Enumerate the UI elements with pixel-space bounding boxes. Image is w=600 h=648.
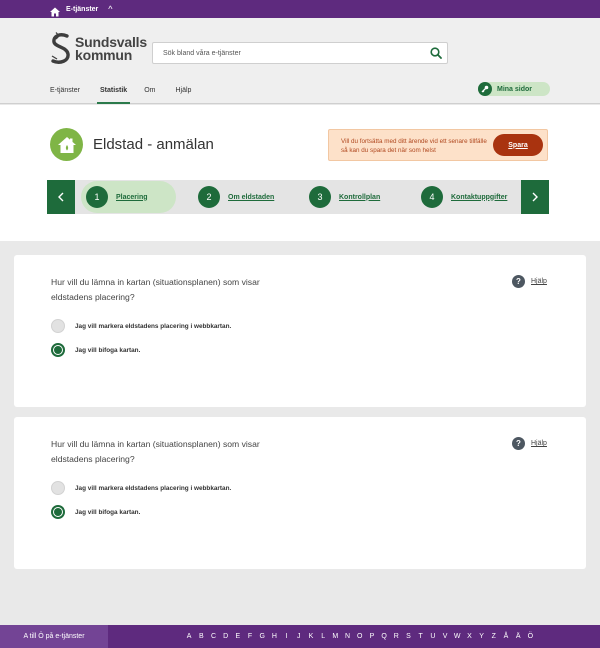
az-letter-å[interactable]: Å xyxy=(503,633,509,640)
footer-az-bar xyxy=(0,625,600,648)
etjanster-link[interactable]: E-tjänster xyxy=(66,5,99,13)
step-number: 3 xyxy=(309,186,331,208)
az-letter-o[interactable]: O xyxy=(356,633,363,640)
radio-button-checked[interactable] xyxy=(51,343,65,357)
nav-etjanster[interactable]: E-tjänster xyxy=(50,87,80,94)
chevron-up-icon[interactable]: ^ xyxy=(108,3,113,14)
previous-step-button[interactable] xyxy=(47,180,75,214)
search-box[interactable] xyxy=(152,42,448,64)
my-pages-label: Mina sidor xyxy=(497,85,533,93)
search-input[interactable]: Sök bland våra e-tjänster xyxy=(163,49,241,57)
az-letter-r[interactable]: R xyxy=(393,633,399,640)
step-label[interactable]: Kontrollplan xyxy=(339,193,381,201)
az-letter-c[interactable]: C xyxy=(210,633,216,640)
az-letter-j[interactable]: J xyxy=(297,633,301,640)
house-fire-icon xyxy=(50,128,83,161)
page-title: Eldstad - anmälan xyxy=(93,136,214,153)
top-bar xyxy=(0,0,600,18)
az-letter-q[interactable]: Q xyxy=(381,633,387,640)
az-letter-s[interactable]: S xyxy=(406,633,411,640)
question-mark-icon: ? xyxy=(512,275,525,288)
radio-label[interactable]: Jag vill bifoga kartan. xyxy=(75,508,141,516)
az-letter-e[interactable]: E xyxy=(235,633,241,640)
radio-label[interactable]: Jag vill bifoga kartan. xyxy=(75,346,141,354)
radio-label[interactable]: Jag vill markera eldstadens placering i webbkartan. xyxy=(75,322,232,330)
sundsvall-logo[interactable] xyxy=(50,32,147,66)
az-letter-g[interactable]: G xyxy=(259,633,265,640)
sundsvall-logo-icon xyxy=(50,32,72,66)
logo-line-1: Sundsvalls xyxy=(75,34,147,50)
step-om-eldstaden[interactable] xyxy=(198,186,274,208)
step-kontaktuppgifter[interactable] xyxy=(421,186,507,208)
az-letter-n[interactable]: N xyxy=(345,633,351,640)
az-letter-h[interactable]: H xyxy=(271,633,277,640)
question-card xyxy=(14,417,586,569)
my-pages-button[interactable] xyxy=(478,82,550,96)
az-letter-a[interactable]: A xyxy=(186,633,192,640)
az-letter-w[interactable]: W xyxy=(453,633,461,640)
az-letter-k[interactable]: K xyxy=(308,633,314,640)
chevron-left-icon xyxy=(58,192,64,202)
az-letter-d[interactable]: D xyxy=(223,633,229,640)
help-link[interactable] xyxy=(512,437,547,450)
question-text: Hur vill du lämna in kartan (situationsplanen) som visar eldstadens placering? xyxy=(51,277,260,302)
az-letter-i[interactable]: I xyxy=(285,633,288,640)
az-letter-f[interactable]: F xyxy=(247,633,253,640)
next-step-button[interactable] xyxy=(521,180,549,214)
radio-option-webbkarta[interactable] xyxy=(51,481,231,495)
az-letter-v[interactable]: V xyxy=(442,633,448,640)
main-nav xyxy=(50,86,211,104)
az-letter-z[interactable]: Z xyxy=(491,633,496,640)
question-text: Hur vill du lämna in kartan (situationsplanen) som visar eldstadens placering? xyxy=(51,439,260,464)
step-number: 4 xyxy=(421,186,443,208)
az-letter-p[interactable]: P xyxy=(369,633,375,640)
nav-hjalp[interactable]: Hjälp xyxy=(175,87,192,94)
home-icon[interactable] xyxy=(50,4,60,14)
az-letter-ö[interactable]: Ö xyxy=(527,633,534,640)
step-label[interactable]: Kontaktuppgifter xyxy=(451,193,508,201)
step-label[interactable]: Placering xyxy=(116,193,148,201)
radio-button[interactable] xyxy=(51,481,65,495)
radio-button-checked[interactable] xyxy=(51,505,65,519)
az-letter-m[interactable]: M xyxy=(332,633,339,640)
radio-option-bifoga[interactable] xyxy=(51,343,140,357)
az-letter-x[interactable]: X xyxy=(467,633,472,640)
nav-om[interactable]: Om xyxy=(144,87,156,94)
form-header xyxy=(0,105,600,241)
radio-option-bifoga[interactable] xyxy=(51,505,140,519)
step-number: 1 xyxy=(86,186,108,208)
logo-line-2: kommun xyxy=(75,47,133,63)
step-number: 2 xyxy=(198,186,220,208)
step-kontrollplan[interactable] xyxy=(309,186,380,208)
radio-option-webbkarta[interactable] xyxy=(51,319,231,333)
nav-statistik[interactable]: Statistik xyxy=(97,86,130,104)
save-button[interactable]: Spara xyxy=(493,134,543,156)
az-letter-t[interactable]: T xyxy=(418,633,423,640)
az-letter-ä[interactable]: Ä xyxy=(515,633,521,640)
az-letter-u[interactable]: U xyxy=(430,633,436,640)
save-notice xyxy=(328,129,548,161)
progress-stepper xyxy=(47,180,549,214)
alphabet-index xyxy=(183,625,536,648)
step-label[interactable]: Om eldstaden xyxy=(228,193,275,201)
az-link[interactable]: A till Ö på e-tjänster xyxy=(0,625,108,648)
az-letter-l[interactable]: L xyxy=(321,633,326,640)
question-card xyxy=(14,255,586,407)
help-label[interactable]: Hjälp xyxy=(531,278,547,285)
save-notice-text: Vill du fortsätta med ditt ärende vid ett senare tillfälle så kan du spara det när som helst xyxy=(341,138,487,154)
chevron-right-icon xyxy=(532,192,538,202)
help-link[interactable] xyxy=(512,275,547,288)
az-letter-y[interactable]: Y xyxy=(479,633,484,640)
key-icon xyxy=(478,82,492,96)
help-label[interactable]: Hjälp xyxy=(531,440,547,447)
az-letter-b[interactable]: B xyxy=(198,633,204,640)
radio-label[interactable]: Jag vill markera eldstadens placering i webbkartan. xyxy=(75,484,232,492)
step-placering[interactable] xyxy=(86,186,148,208)
question-mark-icon: ? xyxy=(512,437,525,450)
radio-button[interactable] xyxy=(51,319,65,333)
search-icon[interactable] xyxy=(425,43,447,63)
